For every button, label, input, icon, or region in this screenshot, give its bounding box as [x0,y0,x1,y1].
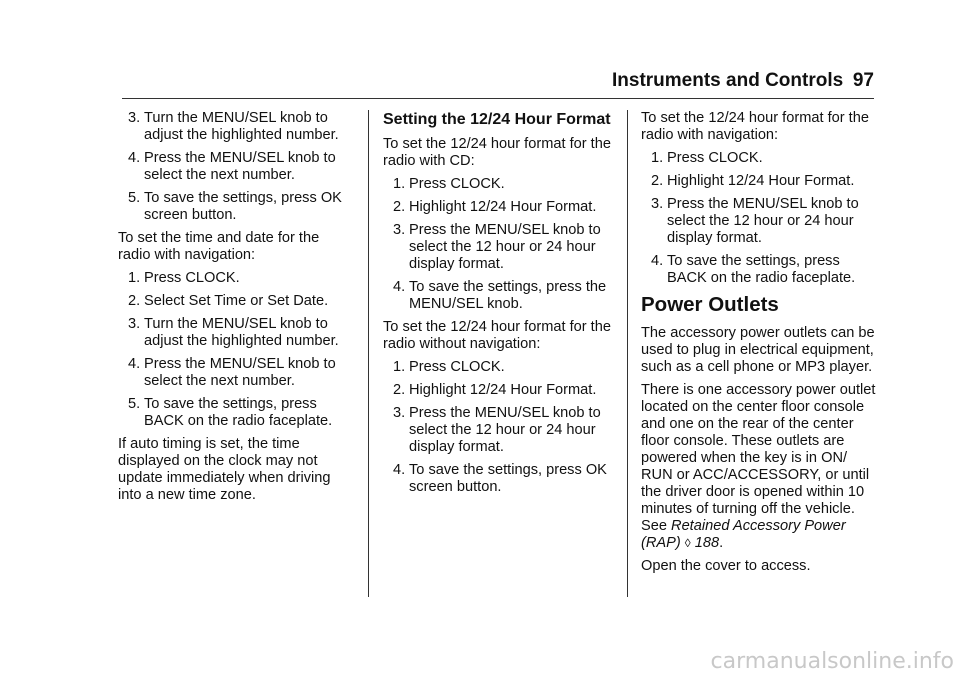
page-number: 97 [852,70,874,91]
list-item: 3. Turn the MENU/SEL knob to adjust the highlighted number. [128,316,339,349]
list-item: 1. Press CLOCK. [393,359,505,375]
watermark: carmanualsonline.info [710,649,954,674]
paragraph: To set the 12/24 hour format for the radio with navigation: [641,110,869,143]
list-item: 5. To save the settings, press OK screen button. [128,190,342,223]
column-3 [641,110,877,581]
list-item: 2. Highlight 12/24 Hour Format. [393,382,597,398]
step-list [641,150,877,287]
list-item: 3. Press the MENU/SEL knob to select the 12 hour or 24 hour display format. [393,222,601,272]
list-item: 5. To save the settings, press BACK on the radio faceplate. [128,396,333,429]
list-item: 4. To save the settings, press OK screen button. [393,462,607,495]
list-item: 4. Press the MENU/SEL knob to select the next number. [128,356,336,389]
page-reference-icon: ◊ [684,536,691,550]
paragraph: If auto timing is set, the time displayed on the clock may not update immediately when driving into a new time zone. [118,436,331,503]
list-item: 3. Press the MENU/SEL knob to select the 12 hour or 24 hour display format. [393,405,601,455]
section-heading: Power Outlets [641,293,779,316]
cross-reference-link[interactable]: Retained Accessory Power (RAP) ◊ 188 [641,518,846,551]
column-divider-2 [627,110,628,597]
column-1 [118,110,354,510]
list-item: 1. Press CLOCK. [128,270,240,286]
page-header [612,70,874,96]
section-title: Instruments and Controls [612,70,844,91]
paragraph: There is one accessory power outlet located on the center floor console and one on the rear of the center floor console. These outlets are powered when the key is in ON/ RUN or ACC/ACCESSORY, or until the driver door is opened within 10 minutes of turning off the vehicle. See Retained Accessory Power (RAP) ◊ 188. [641,382,876,551]
paragraph: To set the 12/24 hour format for the radio without navigation: [383,319,611,352]
header-rule [122,98,874,99]
list-item: 4. Press the MENU/SEL knob to select the next number. [128,150,336,183]
list-item: 3. Turn the MENU/SEL knob to adjust the highlighted number. [128,110,339,143]
paragraph: To set the time and date for the radio with navigation: [118,230,320,263]
paragraph: To set the 12/24 hour format for the radio with CD: [383,136,611,169]
list-item: 4. To save the settings, press the MENU/SEL knob. [393,279,607,312]
section-heading: Setting the 12/24 Hour Format [383,111,611,128]
list-item: 4. To save the settings, press BACK on the radio faceplate. [651,253,856,286]
step-list [383,176,611,313]
list-item: 3. Press the MENU/SEL knob to select the 12 hour or 24 hour display format. [651,196,859,246]
list-item: 2. Highlight 12/24 Hour Format. [393,199,597,215]
list-item: 2. Highlight 12/24 Hour Format. [651,173,855,189]
paragraph: The accessory power outlets can be used to plug in electrical equipment, such as a cell phone or MP3 player. [641,325,875,375]
column-2 [383,110,611,502]
step-list [118,270,354,430]
list-item: 1. Press CLOCK. [651,150,763,166]
column-divider-1 [368,110,369,597]
list-item: 2. Select Set Time or Set Date. [128,293,329,309]
paragraph: Open the cover to access. [641,558,811,574]
list-item: 1. Press CLOCK. [393,176,505,192]
step-list [383,359,611,496]
step-list [118,110,354,224]
